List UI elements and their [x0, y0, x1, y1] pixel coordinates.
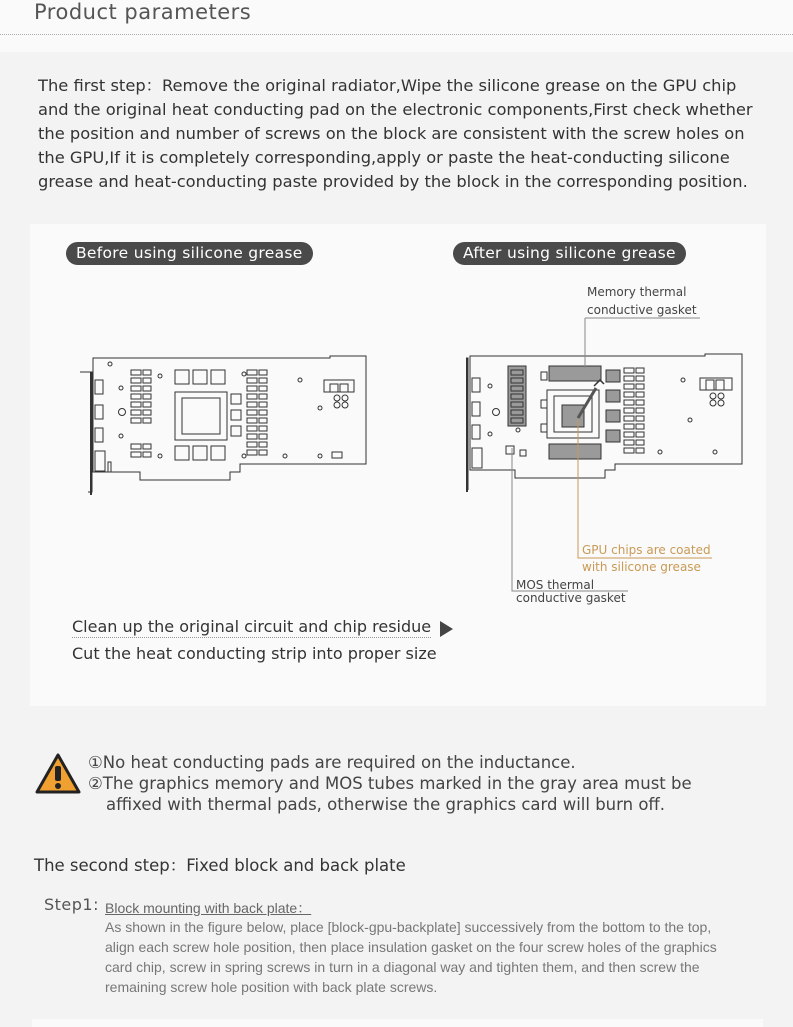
warning-line-1: ①No heat conducting pads are required on the inductance. [88, 753, 576, 772]
memory-annotation-line1: Memory thermal [587, 285, 687, 299]
after-label: After using silicone grease [453, 242, 686, 265]
gpu-annotation-line2: with silicone grease [582, 560, 701, 574]
memory-annotation-line2: conductive gasket [587, 303, 697, 317]
step1-title: Block mounting with back plate： [105, 900, 312, 916]
mos-annotation-line2: conductive gasket [516, 591, 626, 605]
warning-line-2: ②The graphics memory and MOS tubes marked in the gray area must be [88, 774, 692, 793]
second-step-title: The second step：Fixed block and back plate [34, 856, 406, 875]
warning-icon [34, 752, 82, 796]
page-title: Product parameters [34, 0, 252, 24]
warning-line-3: affixed with thermal pads, otherwise the graphics card will burn off. [106, 795, 666, 814]
cut-strip-text: Cut the heat conducting strip into proper size [72, 644, 437, 663]
play-triangle-icon [440, 621, 453, 637]
step1-description: As shown in the figure below, place [block-gpu-backplate] successively from the bottom to the top, align each screw hole position, then place insulation gasket on the four screw holes of the graphics card chip, screw in spring screws in turn in a diagonal way and tighten them, and then screw the remaining screw hole position with back plate screws. [105, 919, 717, 995]
step1-label: Step1: [44, 895, 99, 914]
before-label: Before using silicone grease [66, 242, 313, 265]
next-figure-panel [32, 1019, 763, 1027]
clean-up-text: Clean up the original circuit and chip residue [72, 617, 432, 636]
first-step-text: The first step：Remove the original radiator,Wipe the silicone grease on the GPU chip and the original heat conducting pad on the electronic components,First check whether the position and number of screws on the block are consistent with the screw holes on the GPU,If it is completely corresponding,apply or paste the heat-conducting silicone grease and heat-conducting paste provided by the block in the corresponding position. [38, 76, 753, 191]
mos-annotation-line1: MOS thermal [516, 578, 595, 592]
gpu-annotation-line1: GPU chips are coated [582, 543, 711, 557]
